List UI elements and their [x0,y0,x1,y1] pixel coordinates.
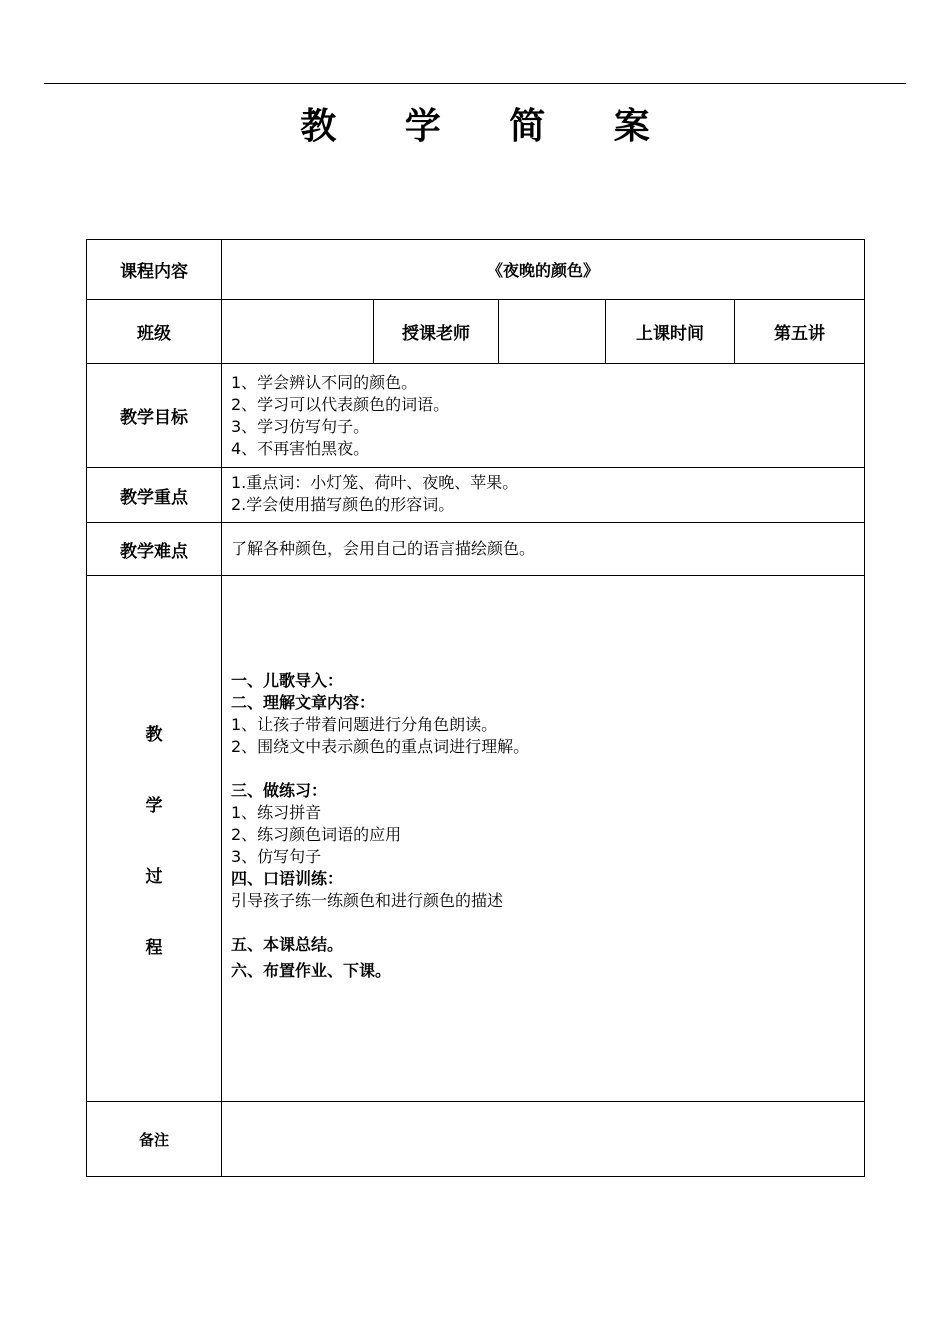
process-item: 2、围绕文中表示颜色的重点词进行理解。 [231,737,530,756]
process-item: 1、练习拼音 [231,803,322,822]
process-item: 3、仿写句子 [231,847,322,866]
page-title: 教 学 简 案 [300,106,678,147]
class-label: 班级 [87,300,222,364]
teacher-label: 授课老师 [374,300,499,364]
teacher-value [499,300,606,364]
difficulty-label: 教学难点 [87,523,222,576]
notes-value [222,1102,865,1177]
process-heading: 五、本课总结。 [231,935,344,954]
time-value: 第五讲 [735,300,865,364]
process-heading: 一、儿歌导入： [231,671,344,690]
process-label-char: 过 [145,866,163,887]
process-label-char: 学 [145,795,163,816]
process-heading: 六、布置作业、下课。 [231,961,392,980]
course-label: 课程内容 [87,240,222,300]
goal-item: 3、学习仿写句子。 [231,416,370,436]
process-item: 引导孩子练一练颜色和进行颜色的描述 [231,891,504,910]
goals-label: 教学目标 [87,364,222,468]
difficulty-content: 了解各种颜色，会用自己的语言描绘颜色。 [222,523,865,576]
top-rule [44,83,906,84]
focus-content [222,468,865,523]
process-heading: 三、做练习： [231,781,328,800]
process-heading: 二、理解文章内容： [231,693,376,712]
course-value: 《夜晚的颜色》 [222,240,865,300]
lesson-plan-table [86,239,865,1177]
goal-item: 1、学会辨认不同的颜色。 [231,372,418,392]
time-label: 上课时间 [606,300,735,364]
goal-item: 2、学习可以代表颜色的词语。 [231,394,450,414]
focus-item: 1.重点词：小灯笼、荷叶、夜晚、苹果。 [231,473,519,492]
process-heading: 四、口语训练： [231,869,344,888]
process-content [222,576,865,1102]
class-value [222,300,374,364]
goal-item: 4、不再害怕黑夜。 [231,438,370,458]
focus-item: 2.学会使用描写颜色的形容词。 [231,495,455,514]
notes-label: 备注 [87,1102,222,1177]
goals-content [222,364,865,468]
focus-label: 教学重点 [87,468,222,523]
process-item: 2、练习颜色词语的应用 [231,825,402,844]
process-item: 1、让孩子带着问题进行分角色朗读。 [231,715,498,734]
process-label-char: 教 [145,724,163,745]
process-label-char: 程 [145,937,163,958]
process-label [87,576,222,1102]
